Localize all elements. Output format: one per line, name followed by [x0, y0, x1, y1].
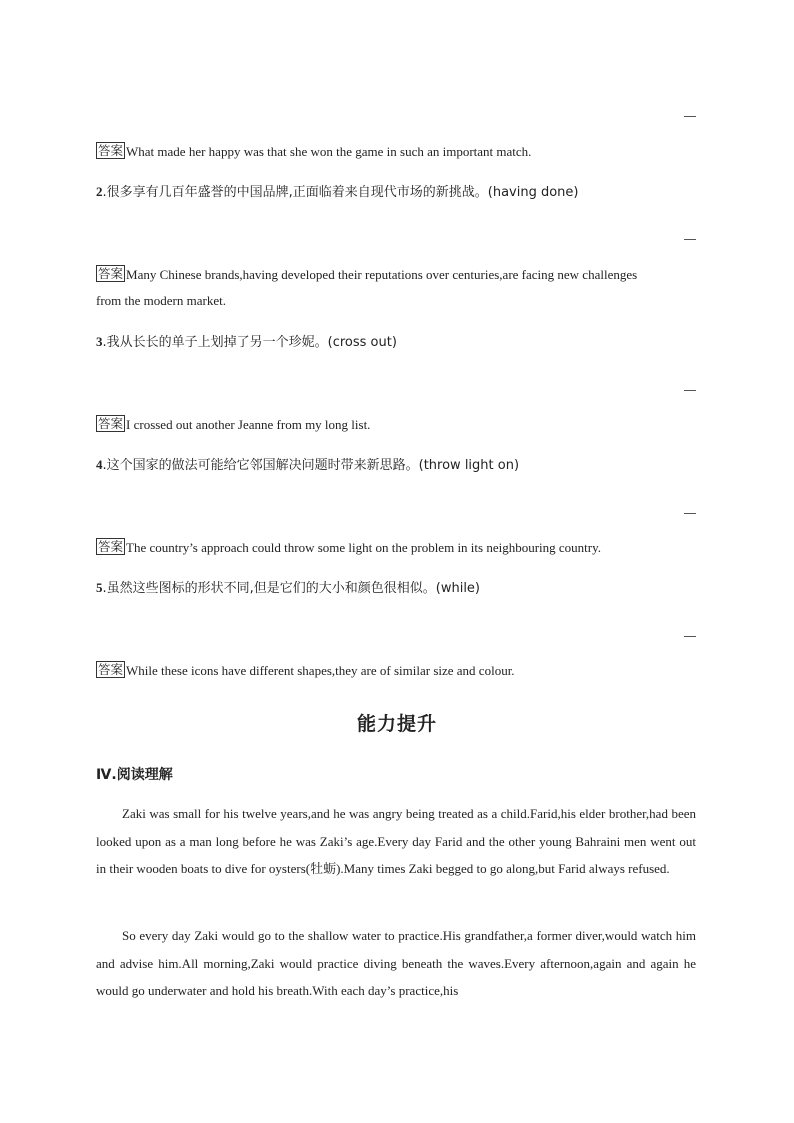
answer-line	[96, 265, 637, 284]
answer-line-continued	[96, 292, 226, 310]
passage-paragraph: Zaki was small for his twelve years,and he was angry being treated as a child.Farid,his elder brother,had been looked upon as a man long before he was Zaki’s age.Every day Farid and the other young Bahraini men went out in their wooden boats to dive for oysters(牡蛎).Many times Zaki begged to go along,but Farid always refused.	[96, 806, 696, 876]
answer-text: What made her happy was that she won the game in such an important match.	[126, 144, 532, 159]
section-title: Ⅳ.阅读理解	[96, 767, 173, 783]
answer-text: Many Chinese brands,having developed their reputations over centuries,are facing new challenges	[126, 267, 638, 282]
answer-line	[96, 538, 601, 557]
passage-paragraph: So every day Zaki would go to the shallow water to practice.His grandfather,a former diver,would watch him and advise him.All morning,Zaki would practice diving beneath the waves.Every afternoon,again and again he would go underwater and hold his breath.With each day’s practice,his	[96, 928, 696, 998]
answer-label: 答案	[98, 662, 124, 677]
answer-line-mark	[684, 390, 696, 391]
answer-text: from the modern market.	[96, 293, 226, 308]
answer-label: 答案	[98, 266, 124, 281]
question-text: .虽然这些图标的形状不同,但是它们的大小和颜色很相似。(while)	[102, 581, 481, 596]
answer-line-mark	[684, 513, 696, 514]
question-line	[96, 333, 397, 352]
answer-line-mark	[684, 116, 696, 117]
answer-text: I crossed out another Jeanne from my long list.	[126, 417, 371, 432]
answer-line	[96, 661, 515, 680]
question-number: 5	[96, 580, 103, 595]
answer-text: The country’s approach could throw some light on the problem in its neighbouring country.	[126, 540, 602, 555]
answer-text: While these icons have different shapes,they are of similar size and colour.	[126, 663, 515, 678]
question-line	[96, 456, 519, 475]
question-number: 2	[96, 184, 103, 199]
answer-label: 答案	[98, 539, 124, 554]
answer-line-mark	[684, 239, 696, 240]
answer-label: 答案	[98, 416, 124, 431]
question-text: .这个国家的做法可能给它邻国解决问题时带来新思路。(throw light on)	[102, 458, 520, 473]
answer-label: 答案	[98, 143, 124, 158]
answer-line	[96, 415, 370, 434]
answer-line-mark	[684, 636, 696, 637]
question-line	[96, 579, 480, 598]
question-number: 3	[96, 334, 103, 349]
answer-line	[96, 142, 531, 161]
section-heading: 能力提升	[356, 713, 437, 735]
question-line	[96, 183, 579, 202]
question-text: .我从长长的单子上划掉了另一个珍妮。(cross out)	[102, 335, 397, 350]
question-number: 4	[96, 457, 103, 472]
question-text: .很多享有几百年盛誉的中国品牌,正面临着来自现代市场的新挑战。(having done)	[102, 185, 579, 200]
